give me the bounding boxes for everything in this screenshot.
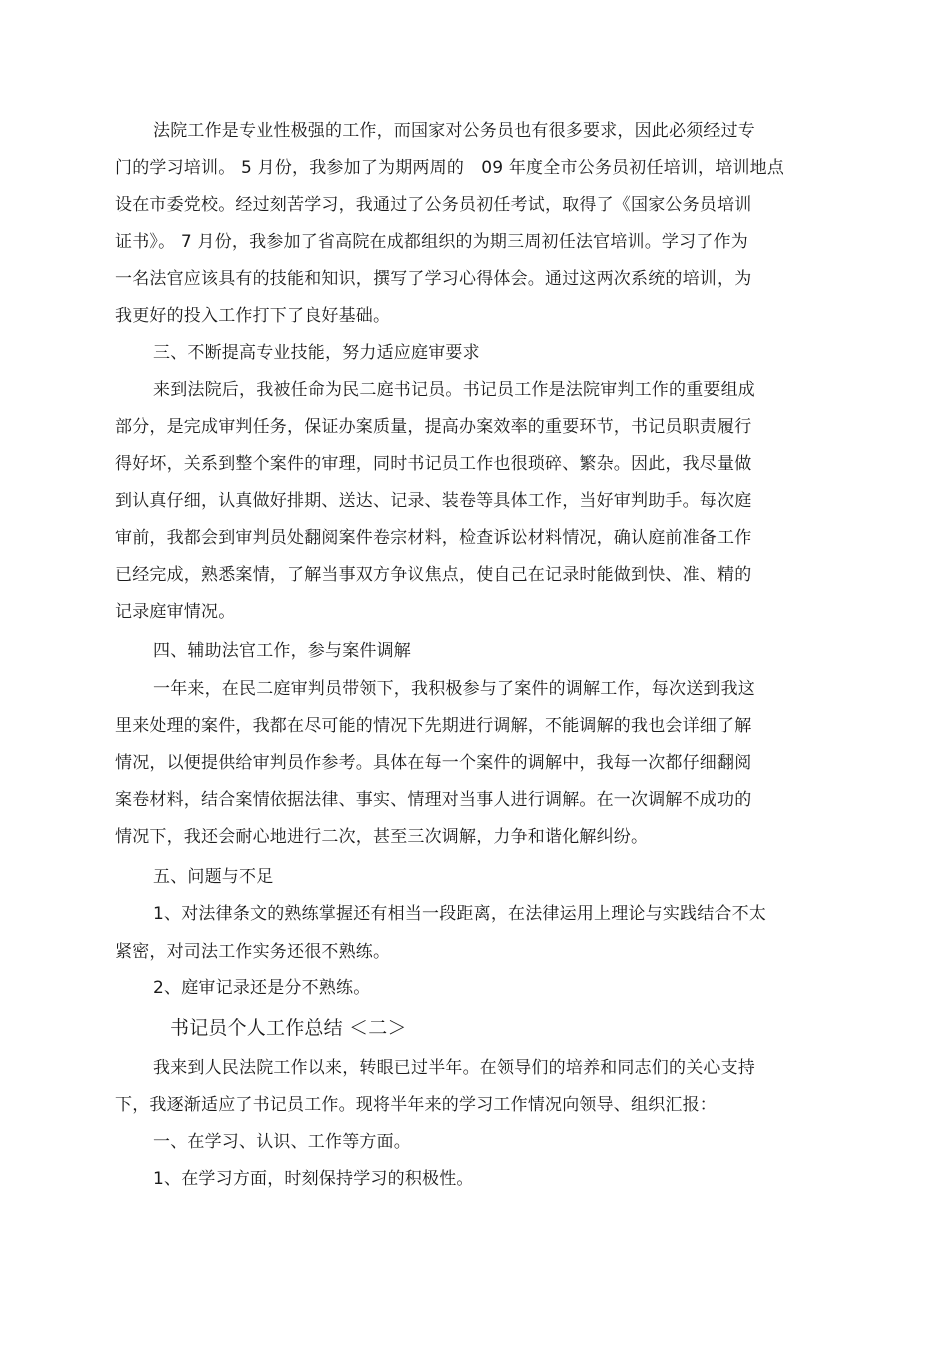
text-line: 下，我逐渐适应了书记员工作。现将半年来的学习工作情况向领导、组织汇报： <box>115 1095 717 1115</box>
text-line: 2、庭审记录还是分不熟练。 <box>153 978 371 998</box>
text-line: 审前，我都会到审判员处翻阅案件卷宗材料，检查诉讼材料情况，确认庭前准备工作 <box>115 528 752 548</box>
section-heading: 五、问题与不足 <box>153 867 274 887</box>
text-line: 我更好的投入工作打下了良好基础。 <box>115 306 391 326</box>
text-line: 来到法院后，我被任命为民二庭书记员。书记员工作是法院审判工作的重要组成 <box>153 380 755 400</box>
document-title: 书记员个人工作总结 ＜二＞ <box>170 1017 407 1039</box>
text-line: 我来到人民法院工作以来，转眼已过半年。在领导们的培养和同志们的关心支持 <box>153 1058 755 1078</box>
text-line: 得好坏，关系到整个案件的审理，同时书记员工作也很琐碎、繁杂。因此，我尽量做 <box>115 454 752 474</box>
section-heading: 四、辅助法官工作，参与案件调解 <box>153 641 411 661</box>
text-line: 部分，是完成审判任务，保证办案质量，提高办案效率的重要环节，书记员职责履行 <box>115 417 752 437</box>
text-line: 已经完成，熟悉案情，了解当事双方争议焦点，使自己在记录时能做到快、准、精的 <box>115 565 752 585</box>
text-line: 情况下，我还会耐心地进行二次，甚至三次调解，力争和谐化解纠纷。 <box>115 827 649 847</box>
text-line: 1、对法律条文的熟练掌握还有相当一段距离，在法律运用上理论与实践结合不太 <box>153 904 767 924</box>
text-line: 证书》。 7 月份，我参加了省高院在成都组织的为期三周初任法官培训。学习了作为 <box>115 232 748 252</box>
text-line: 里来处理的案件，我都在尽可能的情况下先期进行调解，不能调解的我也会详细了解 <box>115 716 752 736</box>
text-line: 到认真仔细，认真做好排期、送达、记录、装卷等具体工作，当好审判助手。每次庭 <box>115 491 752 511</box>
text-line: 一名法官应该具有的技能和知识，撰写了学习心得体会。通过这两次系统的培训，为 <box>115 269 752 289</box>
text-line: 法院工作是专业性极强的工作，而国家对公务员也有很多要求，因此必须经过专 <box>153 121 755 141</box>
text-line: 情况，以便提供给审判员作参考。具体在每一个案件的调解中，我每一次都仔细翻阅 <box>115 753 752 773</box>
text-line: 记录庭审情况。 <box>115 602 236 622</box>
section-heading: 三、不断提高专业技能，努力适应庭审要求 <box>153 343 480 363</box>
text-line: 案卷材料，结合案情依据法律、事实、情理对当事人进行调解。在一次调解不成功的 <box>115 790 752 810</box>
text-line: 设在市委党校。经过刻苦学习，我通过了公务员初任考试，取得了《国家公务员培训 <box>115 195 752 215</box>
text-line: 紧密，对司法工作实务还很不熟练。 <box>115 942 391 962</box>
section-heading: 一、在学习、认识、工作等方面。 <box>153 1132 411 1152</box>
text-line: 一年来，在民二庭审判员带领下，我积极参与了案件的调解工作，每次送到我这 <box>153 679 755 699</box>
text-line: 门的学习培训。 5 月份，我参加了为期两周的 09 年度全市公务员初任培训，培训地点 <box>115 158 785 178</box>
text-line: 1、在学习方面，时刻保持学习的积极性。 <box>153 1169 474 1189</box>
